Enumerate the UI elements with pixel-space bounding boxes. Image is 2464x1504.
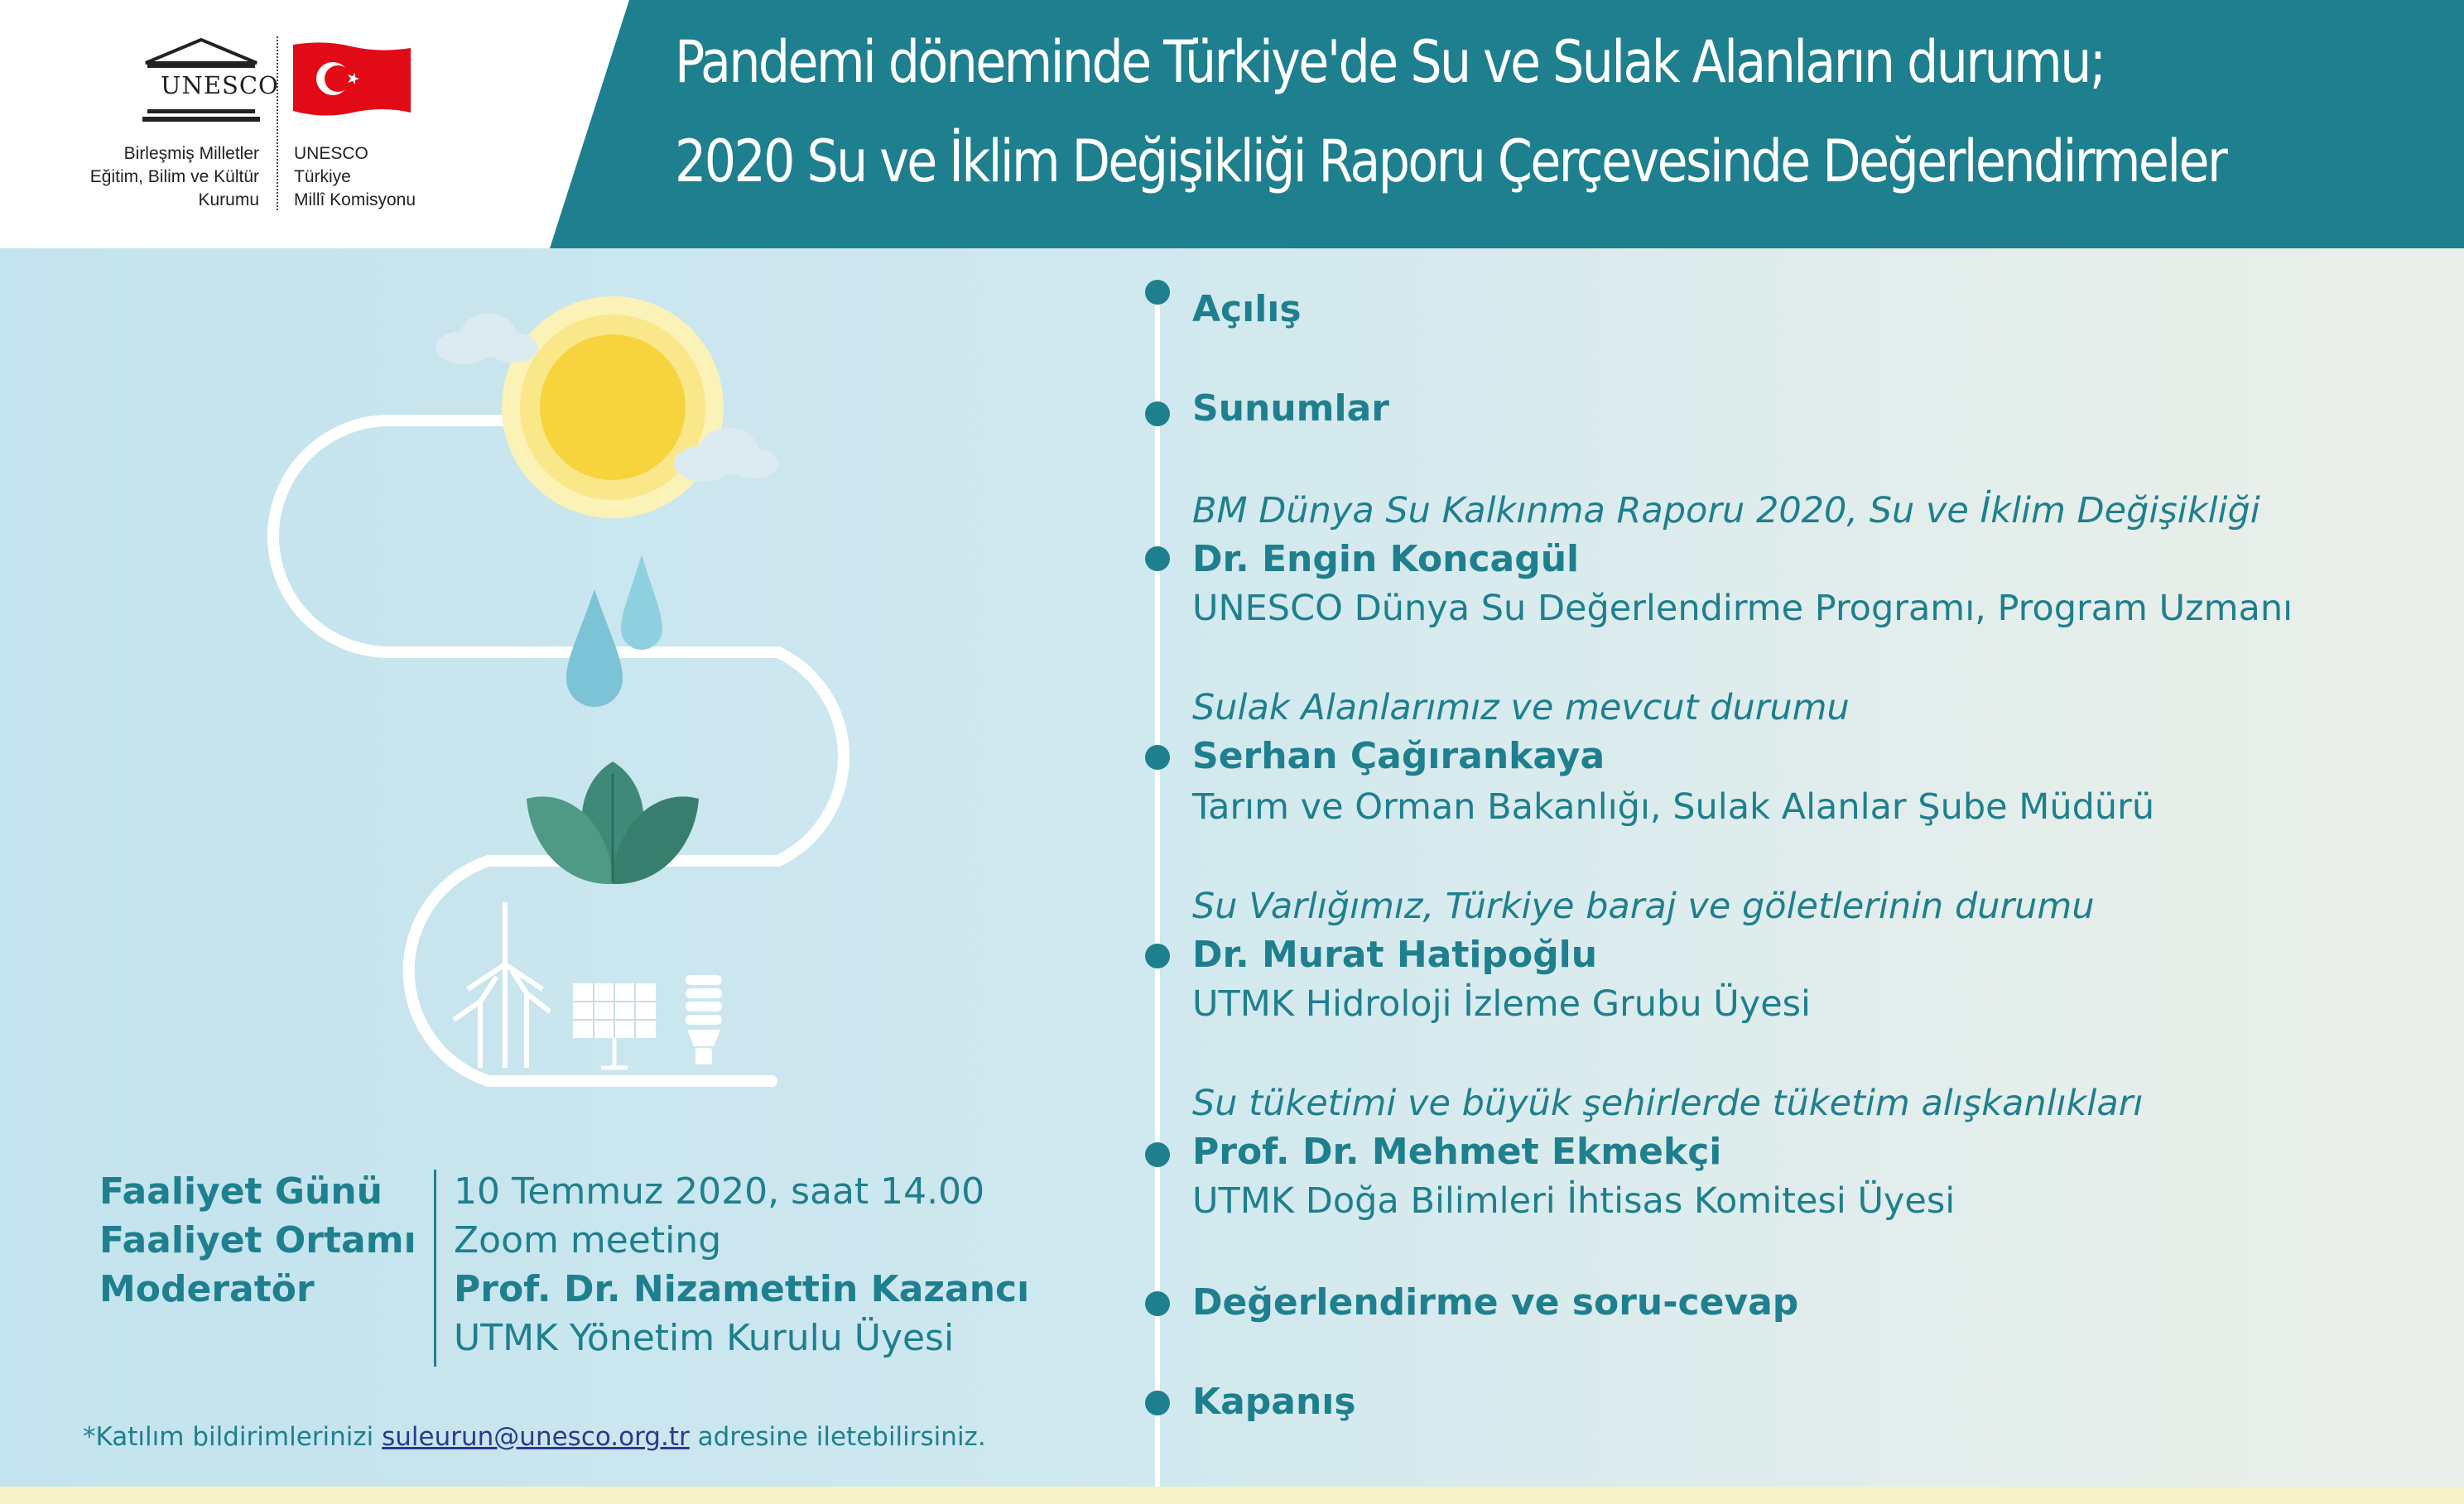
turkish-flag-icon [290, 40, 412, 119]
timeline-dot [1145, 1142, 1170, 1167]
energy-bulb-icon [686, 975, 722, 1064]
talk-speaker: Dr. Murat Hatipoğlu [1192, 934, 1598, 976]
page-title-line-1: Pandemi döneminde Türkiye'de Su ve Sulak Alanların durumu; [675, 28, 2105, 96]
water-drop-icon [621, 555, 662, 650]
natcom-caption [294, 142, 493, 212]
cloud-icon [436, 314, 538, 364]
unesco-caption-line: Kurumu [198, 190, 259, 209]
info-label-medium: Faaliyet Ortamı [99, 1219, 416, 1261]
bottom-strip [0, 1487, 2464, 1504]
info-label-moderator: Moderatör [99, 1268, 315, 1310]
water-drop-icon [566, 589, 623, 707]
info-label-date: Faaliyet Günü [99, 1170, 383, 1213]
footnote-prefix: *Katılım bildirimlerinizi [83, 1422, 374, 1452]
talk-affiliation: UTMK Doğa Bilimleri İhtisas Komitesi Üyesi [1192, 1180, 1956, 1222]
agenda-qa: Değerlendirme ve soru-cevap [1192, 1281, 1799, 1324]
talk-topic: Sulak Alanlarımız ve mevcut durumu [1192, 687, 1850, 728]
water-cycle-illustration [248, 281, 994, 1109]
natcom-caption-line: Türkiye [294, 167, 351, 186]
agenda-opening: Açılış [1192, 288, 1302, 330]
footnote [83, 1422, 986, 1452]
timeline-dot [1145, 401, 1170, 426]
info-moderator-name: Prof. Dr. Nizamettin Kazancı [454, 1268, 1030, 1310]
page-title-line-2: 2020 Su ve İklim Değişikliği Raporu Çerçevesinde Değerlendirmeler [675, 127, 2226, 195]
talk-topic: Su Varlığımız, Türkiye baraj ve göletlerinin durumu [1192, 886, 2095, 927]
talk-affiliation: Tarım ve Orman Bakanlığı, Sulak Alanlar Şube Müdürü [1192, 786, 2155, 828]
talk-affiliation: UTMK Hidroloji İzleme Grubu Üyesi [1192, 983, 1811, 1025]
unesco-caption-line: Birleşmiş Milletler [123, 144, 259, 163]
unesco-wordmark: UNESCO [161, 71, 279, 99]
talk-topic: BM Dünya Su Kalkınma Raporu 2020, Su ve İklim Değişikliği [1192, 490, 2260, 531]
unesco-caption-line: Eğitim, Bilim ve Kültür [89, 167, 259, 186]
solar-panel-icon [573, 983, 656, 1068]
wind-turbine-icon [454, 902, 550, 1068]
contact-email-link[interactable]: suleurun@unesco.org.tr [382, 1422, 690, 1452]
natcom-caption-line: UNESCO [294, 144, 368, 163]
info-moderator-title: UTMK Yönetim Kurulu Üyesi [454, 1317, 955, 1359]
timeline-dot [1145, 546, 1170, 571]
timeline-dot [1145, 1291, 1170, 1316]
info-date: 10 Temmuz 2020, saat 14.00 [454, 1170, 985, 1213]
sun-icon [502, 296, 724, 518]
talk-speaker: Prof. Dr. Mehmet Ekmekçi [1192, 1131, 1722, 1173]
agenda-closing: Kapanış [1192, 1381, 1356, 1423]
talk-speaker: Dr. Engin Koncagül [1192, 538, 1580, 580]
timeline-dot [1145, 745, 1170, 770]
timeline-dot [1145, 1391, 1170, 1415]
agenda-presentations: Sunumlar [1192, 387, 1389, 430]
timeline-dot [1145, 280, 1170, 305]
talk-topic: Su tüketimi ve büyük şehirlerde tüketim alışkanlıkları [1192, 1083, 2144, 1124]
logo-divider [277, 36, 278, 210]
timeline-dot [1145, 944, 1170, 968]
unesco-caption [33, 142, 259, 212]
talk-speaker: Serhan Çağırankaya [1192, 735, 1605, 777]
info-medium: Zoom meeting [454, 1219, 722, 1261]
natcom-caption-line: Millî Komisyonu [294, 190, 416, 209]
footnote-suffix: adresine iletebilirsiniz. [697, 1422, 986, 1452]
info-divider [434, 1170, 436, 1367]
talk-affiliation: UNESCO Dünya Su Değerlendirme Programı, Program Uzmanı [1192, 588, 2293, 629]
